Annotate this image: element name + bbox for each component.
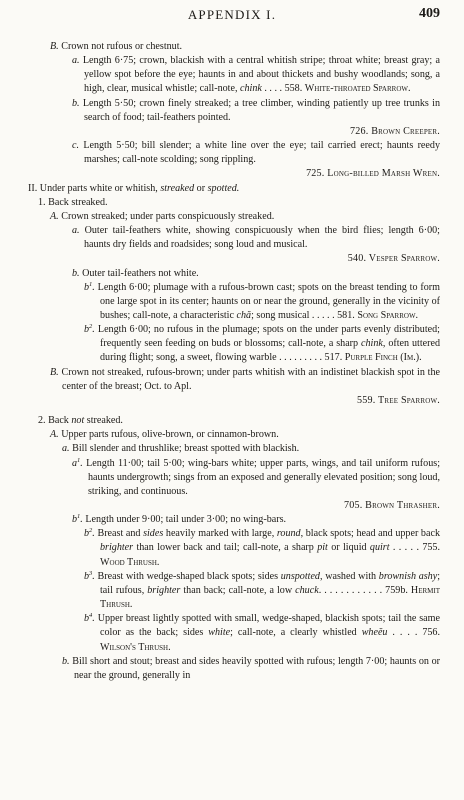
emphasis-text: unspotted [280,570,320,582]
key-label: A. [50,429,59,441]
key-label: B. [50,41,59,52]
species-name: 725. Long-billed Marsh Wren. [306,168,440,180]
species-name: 540. Vesper Sparrow. [347,253,440,265]
species-name: Wilson's Thrush. [100,641,171,653]
key-description: a. Outer tail-feathers white, showing conspicuously when the bird flies; length 6·00; haunts dry fields and roadsides; song loud and musical. [72,225,440,251]
emphasis-text: chuck [295,584,319,596]
key-label: a. [62,443,70,455]
key-label: II. [28,182,38,194]
key-label: $b^3$. [84,569,95,582]
species-name: 726. Brown Creeper. [350,125,440,137]
key-label: $b^1$. [84,280,95,293]
emphasis-text: sides [143,528,164,540]
key-description: $b^4$. Upper breast lightly spotted with small, wedge-shaped, blackish spots; tail the same color as the back; sides white; call-note, a clearly whistled wheĕu . . . . 756. Wilson's Thrush. [84,612,440,653]
key-label: b. [62,655,70,667]
emphasis-text: pit [317,542,328,554]
emphasis-text: not [71,415,85,427]
page-number: 409 [419,6,440,21]
key-heading: b. Outer tail-feathers not white. [72,267,199,279]
emphasis-text: brighter [100,542,134,554]
key-label: a. [72,55,80,67]
key-description: $b^1$. Length 6·00; plumage with a rufous-brown cast; spots on the breast tending to form one large spot in its center; haunts on or near the ground, generally in the vicinity of bushes; call-note, a characteristic chă; song musical . . . . . 581. Song Sparrow. [84,280,440,321]
emphasis-text: quirt [369,542,390,554]
key-label: 2. [38,415,46,427]
key-description: B. Crown not streaked, rufous-brown; under parts whitish with an indistinet blackish spot in the center of the breast; Oct. to Apl. [50,366,440,392]
key-heading: $b^1$. Length under 9·00; tail under 3·00; no wing-bars. [72,513,287,526]
species-name: Purple Finch (Im.). [344,352,422,364]
key-label: $b^2$. [84,323,95,336]
key-label: $a^1$. [72,456,83,469]
key-label: a. [72,225,80,237]
key-heading: 1. Back streaked. [38,196,108,208]
key-heading: a. Bill slender and thrushlike; breast spotted with blackish. [62,443,300,455]
key-heading: A. Upper parts rufous, olive-brown, or cinnamon-brown. [50,429,279,441]
key-description: b. Bill short and stout; breast and sides heavily spotted with rufous; length 7·00; haunts on or near the ground, generally in [62,655,440,681]
emphasis-text: chă [236,309,252,321]
key-heading: 2. Back not streaked. [38,415,123,427]
emphasis-text: chink [240,83,262,95]
emphasis-text: wheĕu [361,627,388,639]
running-title: APPENDIX I. [187,7,277,22]
key-label: $b^1$. [72,513,83,526]
key-label: 1. [38,196,46,208]
key-description: b. Length 5·50; crown finely streaked; a tree climber, winding patiently up tree trunks in search of food; tail-feathers pointed. [72,97,440,123]
key-description: c. Length 5·50; bill slender; a white line over the eye; tail carried erect; haunts reedy marshes; call-note scolding; song rippling. [72,140,440,166]
key-heading: B. Crown not rufous or chestnut. [50,41,183,52]
species-name: Wood Thrush. [100,556,160,568]
key-description: a. Length 6·75; crown, blackish with a central whitish stripe; throat white; breast gray; a yellow spot before the eye; haunts in and about thickets and bushy woodlands; song, a high, clear, musical whistle; call-note, chink . . . . 558. White-throated Sparrow. [72,55,440,95]
key-description: $b^2$. Length 6·00; no rufous in the plumage; spots on the under parts evenly distributed; frequently seen feeding on buds or blossoms; call-note, a sharp chink, often uttered during flight; song, a sweet, flowing warble . . . . . . . . . 517. Purple Finch (Im.). [84,323,441,364]
key-label: c. [72,140,80,152]
emphasis-text: streaked [160,182,195,194]
species-name: 559. Tree Sparrow. [357,394,440,406]
emphasis-text: round [276,528,301,540]
key-label: $b^2$. [84,527,95,540]
species-name: Hermit Thrush. [100,584,440,611]
emphasis-text: brownish ashy [378,570,438,582]
key-description: $a^1$. Length 11·00; tail 5·00; wing-bars white; upper parts, wings, and tail uniform rufous; haunts undergrowth; sings from an exposed and generally elevated position; song loud, striking, and continuous. [72,456,440,497]
emphasis-text: brighter [147,584,181,596]
key-heading: II. Under parts white or whitish, streaked or spotted. [28,182,240,194]
emphasis-text: white [208,627,231,639]
species-name: Song Sparrow. [357,309,419,321]
key-label: A. [50,210,59,222]
key-label: B. [50,366,59,378]
page-header [0,5,464,27]
key-label: b. [72,267,80,279]
emphasis-text: spotted. [207,182,240,194]
key-heading: A. Crown streaked; under parts conspicuously streaked. [50,210,275,222]
emphasis-text: chink [361,338,383,350]
key-description: $b^2$. Breast and sides heavily marked with large, round, black spots; head and upper back brighter than lower back and tail; call-note, a sharp pit or liquid quirt . . . . . 755. Wood Thrush. [84,527,440,568]
key-description: $b^3$. Breast with wedge-shaped black spots; sides unspotted, washed with brownish ashy; tail rufous, brighter than back; call-note, a low chuck. . . . . . . . . . . . 759b. Hermit Thrush. [84,569,441,611]
key-label: $b^4$. [84,612,95,625]
key-text [0,40,464,683]
species-name: White-throated Sparrow. [304,83,411,95]
key-label: b. [72,97,80,109]
species-name: 705. Brown Thrasher. [343,500,440,511]
